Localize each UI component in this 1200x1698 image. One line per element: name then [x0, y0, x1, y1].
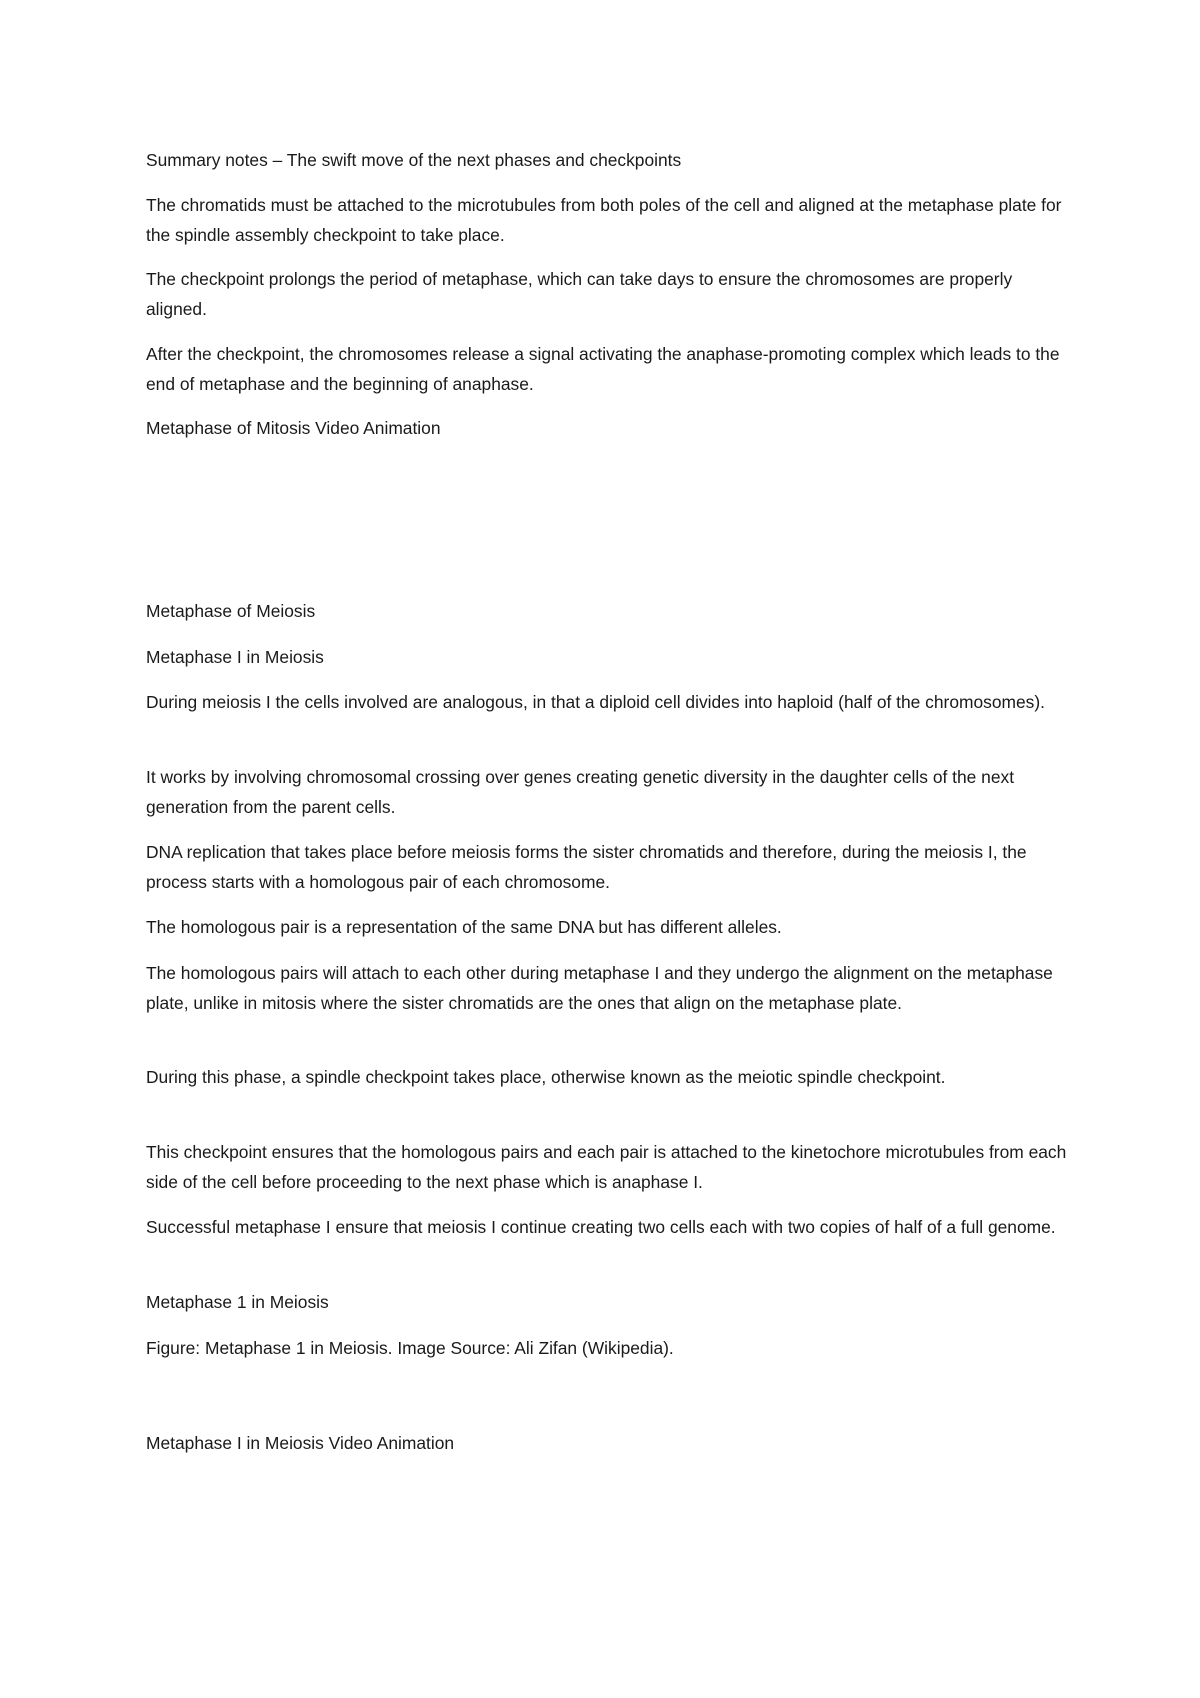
paragraph-after-checkpoint: After the checkpoint, the chromosomes release a signal activating the anaphase-promoting complex which leads to the end of metaphase and the beginning of anaphase. [146, 344, 1060, 394]
paragraph-meiosis-diploid: During meiosis I the cells involved are analogous, in that a diploid cell divides into haploid (half of the chromosomes). [146, 692, 1045, 712]
paragraph-successful-metaphase: Successful metaphase I ensure that meiosis I continue creating two cells each with two copies of half of a full genome. [146, 1217, 1056, 1237]
paragraph-homologous-alignment: The homologous pairs will attach to each other during metaphase I and they undergo the alignment on the metaphase plate, unlike in mitosis where the sister chromatids are the ones that align on the metaphase plate. [146, 963, 1053, 1013]
paragraph-checkpoint-prolongs: The checkpoint prolongs the period of metaphase, which can take days to ensure the chromosomes are properly aligned. [146, 269, 1013, 319]
meiosis-heading: Metaphase of Meiosis [146, 601, 316, 621]
paragraph-chromatid-attachment: The chromatids must be attached to the microtubules from both poles of the cell and aligned at the metaphase plate for the spindle assembly checkpoint to take place. [146, 195, 1062, 245]
meiosis-video-caption: Metaphase I in Meiosis Video Animation [146, 1433, 455, 1453]
paragraph-homologous-pair: The homologous pair is a representation of the same DNA but has different alleles. [146, 917, 782, 937]
metaphase-i-heading: Metaphase I in Meiosis [146, 647, 324, 667]
paragraph-kinetochore: This checkpoint ensures that the homologous pairs and each pair is attached to the kinetochore microtubules from each side of the cell before proceeding to the next phase which is anaphase I. [146, 1142, 1067, 1192]
paragraph-spindle-checkpoint: During this phase, a spindle checkpoint takes place, otherwise known as the meiotic spindle checkpoint. [146, 1067, 946, 1087]
figure-title: Metaphase 1 in Meiosis [146, 1292, 329, 1312]
mitosis-video-caption: Metaphase of Mitosis Video Animation [146, 418, 441, 438]
figure-caption: Figure: Metaphase 1 in Meiosis. Image Source: Ali Zifan (Wikipedia). [146, 1338, 674, 1358]
paragraph-crossing-over: It works by involving chromosomal crossing over genes creating genetic diversity in the daughter cells of the next generation from the parent cells. [146, 767, 1015, 817]
paragraph-dna-replication: DNA replication that takes place before meiosis forms the sister chromatids and therefore, during the meiosis I, the process starts with a homologous pair of each chromosome. [146, 842, 1027, 892]
summary-heading: Summary notes – The swift move of the next phases and checkpoints [146, 150, 682, 170]
